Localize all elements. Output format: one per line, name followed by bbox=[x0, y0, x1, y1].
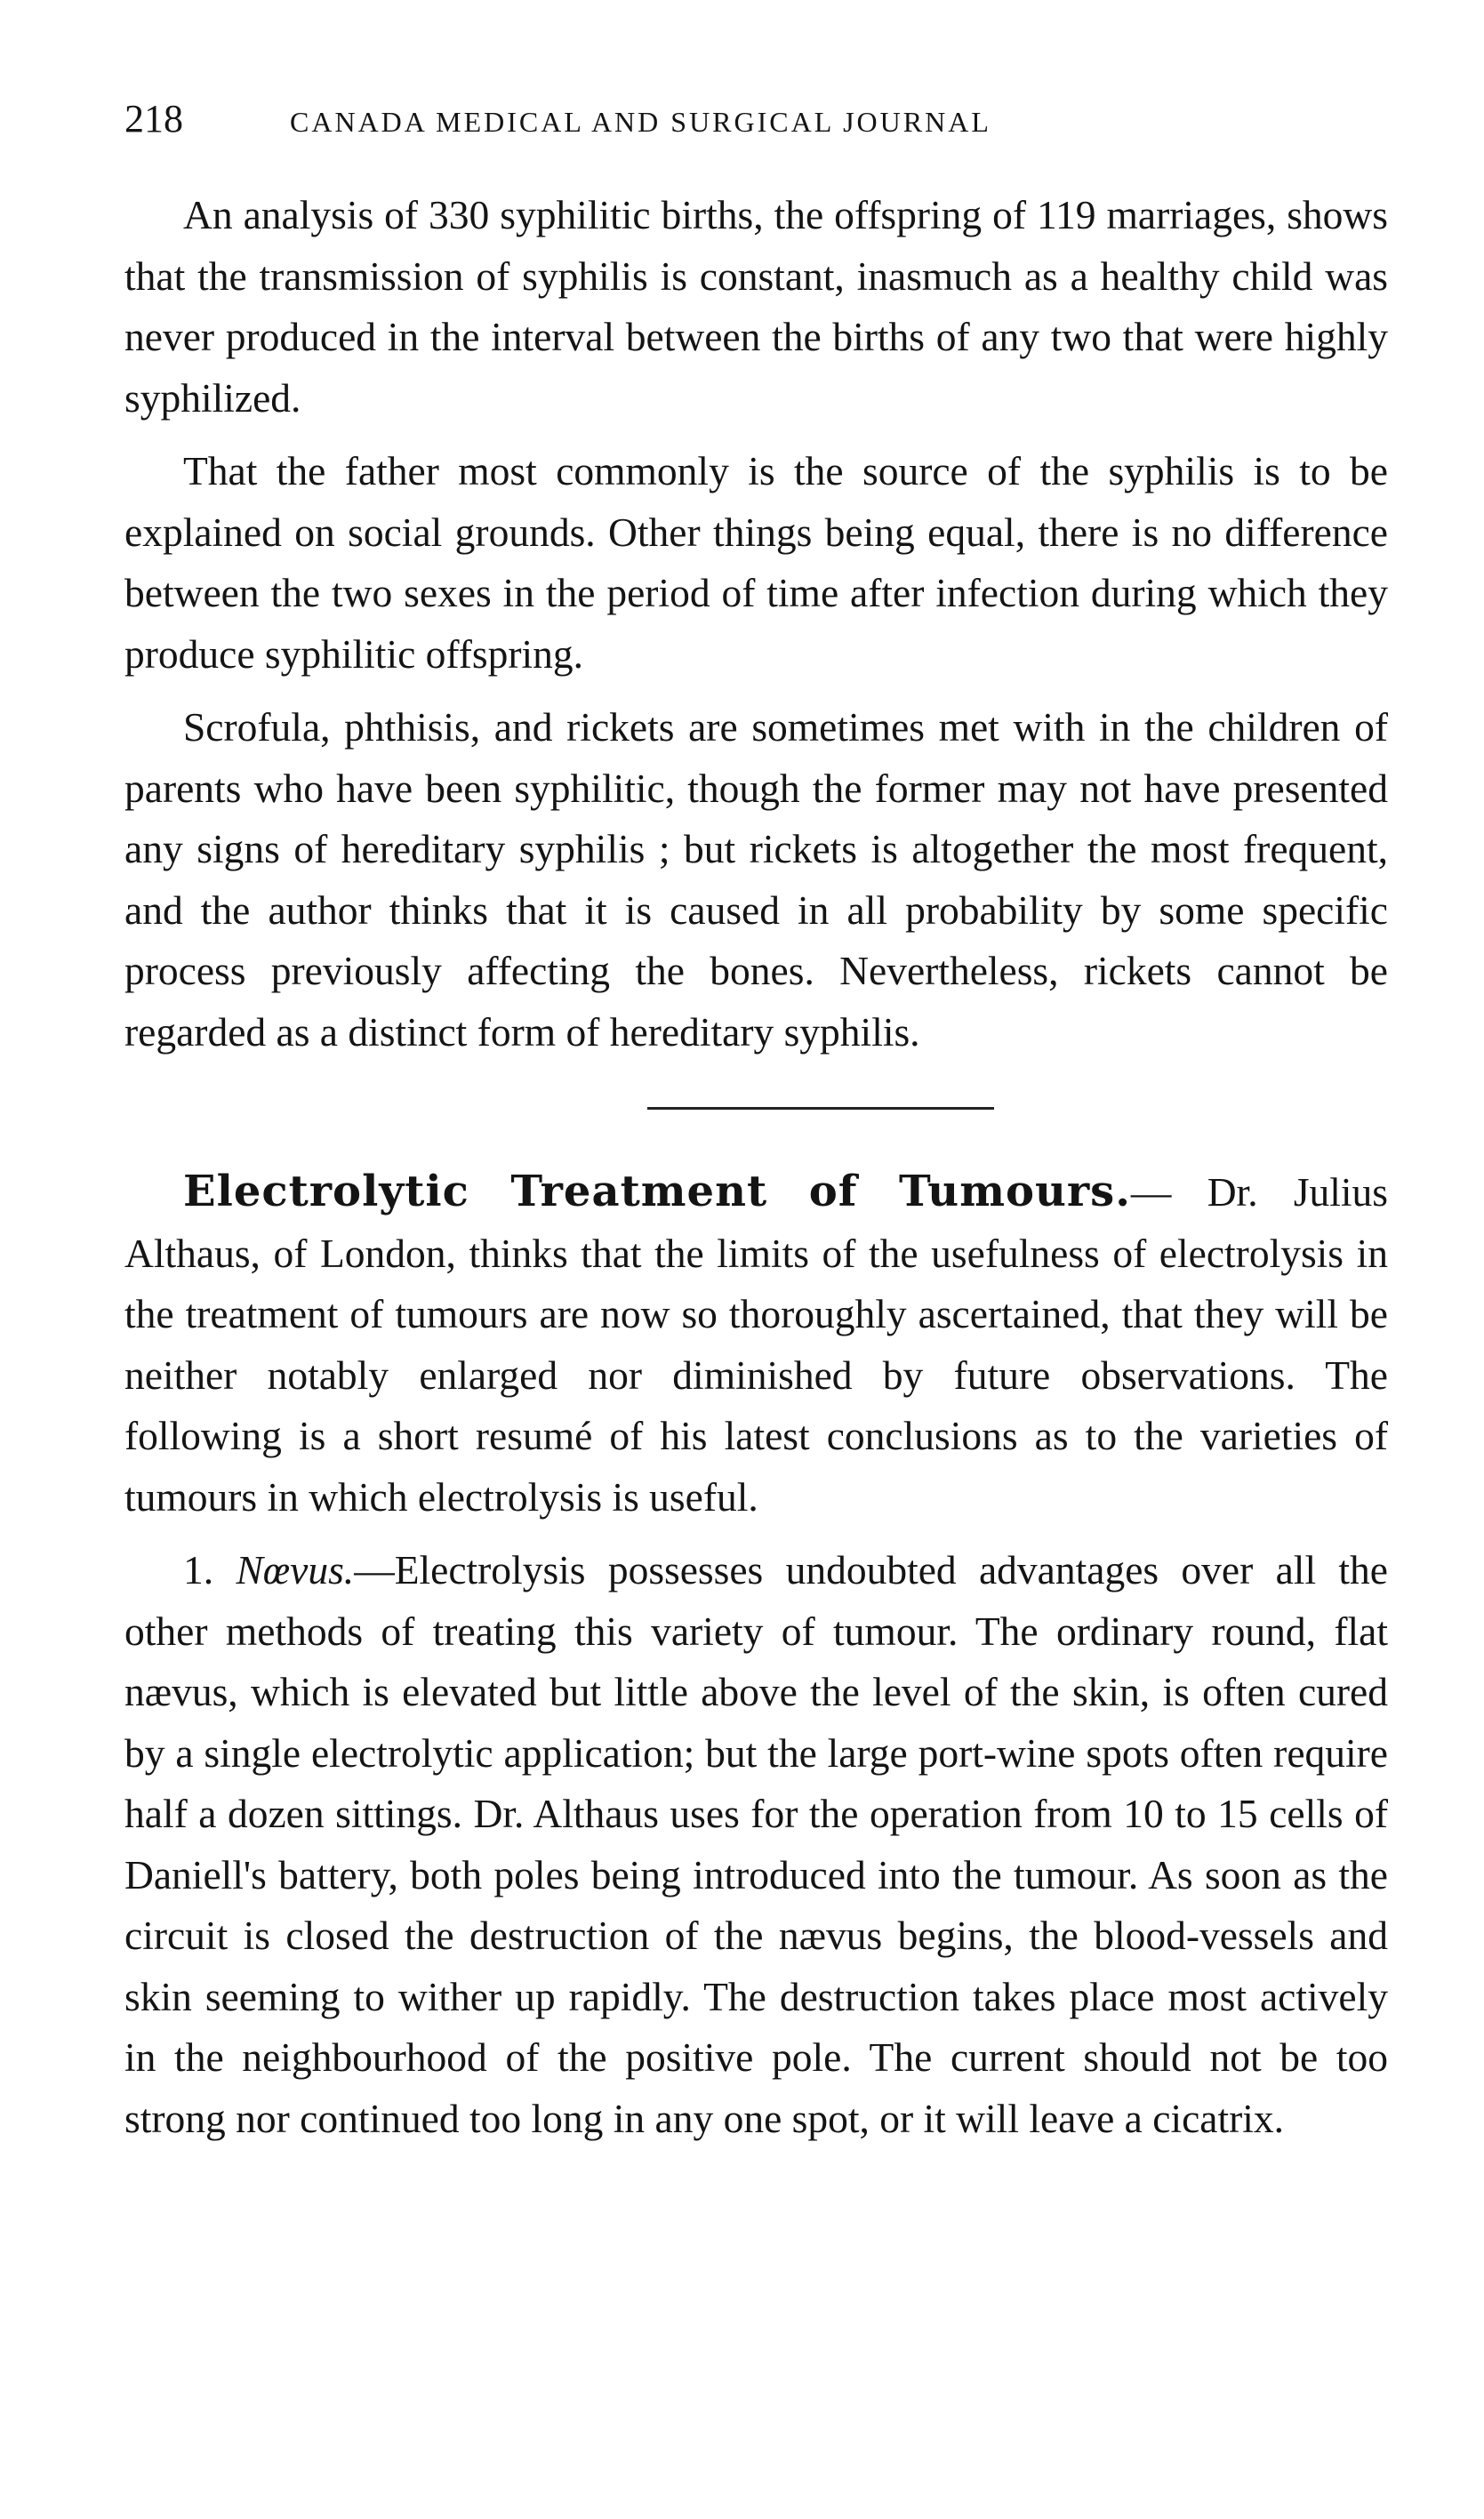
journal-title: CANADA MEDICAL AND SURGICAL JOURNAL bbox=[290, 106, 991, 138]
paragraph-syphilitic-births: An analysis of 330 syphilitic births, the offspring of 119 marriages, shows that the transmission of syphilis is constant, inasmuch as a healthy child was never produced in the interval between the births of any two that were highly syphilized. bbox=[124, 192, 1388, 421]
section-divider bbox=[647, 1107, 994, 1110]
section-title: Electrolytic Treatment of Tumours. bbox=[183, 1167, 1131, 1216]
paragraph-scrofula-rickets: Scrofula, phthisis, and rickets are sometimes met with in the children of parents who have been syphilitic, though the former may not have presented any signs of hereditary syphilis ; but rickets is altogether the most frequent, and the author thinks that it is caused in all probability by some specific process previously affecting the bones. Nevertheless, rickets cannot be regarded as a distinct form of hereditary syphilis. bbox=[124, 704, 1388, 1055]
item-naevus bbox=[124, 1540, 1388, 2149]
running-head bbox=[124, 96, 1388, 149]
page-number: 218 bbox=[124, 97, 183, 140]
item-number: 1. bbox=[183, 1547, 214, 1592]
section-title-dash: — bbox=[1130, 1169, 1172, 1215]
paragraph-father-source: That the father most commonly is the source of the syphilis is to be explained on social grounds. Other things being equal, there is no difference between the two sexes in the period of time after infection during which they produce syphilitic offspring. bbox=[124, 448, 1388, 677]
item-term: Nœvus. bbox=[236, 1547, 355, 1592]
section-intro: Dr. Julius Althaus, of London, thinks that the limits of the usefulness of electrolysis in the treatment of tumours are now so thoroughly ascertained, that they will be neither notably enlarged nor diminished by future observations. The following is a short resumé of his latest conclusions as to the varieties of tumours in which electrolysis is useful. bbox=[124, 1169, 1389, 1520]
item-text: —Electrolysis possesses undoubted advantages over all the other methods of treating this variety of tumour. The ordinary round, flat nævus, which is elevated but little above the level of the skin, is often cured by a single electrolytic application; but the large port-wine spots often require half a dozen sittings. Dr. Althaus uses for the operation from 10 to 15 cells of Daniell's battery, both poles being introduced into the tumour. As soon as the circuit is closed the destruction of the nævus begins, the blood-vessels and skin seeming to wither up rapidly. The destruction takes place most actively in the neighbourhood of the positive pole. The current should not be too strong nor continued too long in any one spot, or it will leave a cicatrix. bbox=[124, 1547, 1388, 2141]
section-paragraph bbox=[124, 1161, 1388, 1528]
